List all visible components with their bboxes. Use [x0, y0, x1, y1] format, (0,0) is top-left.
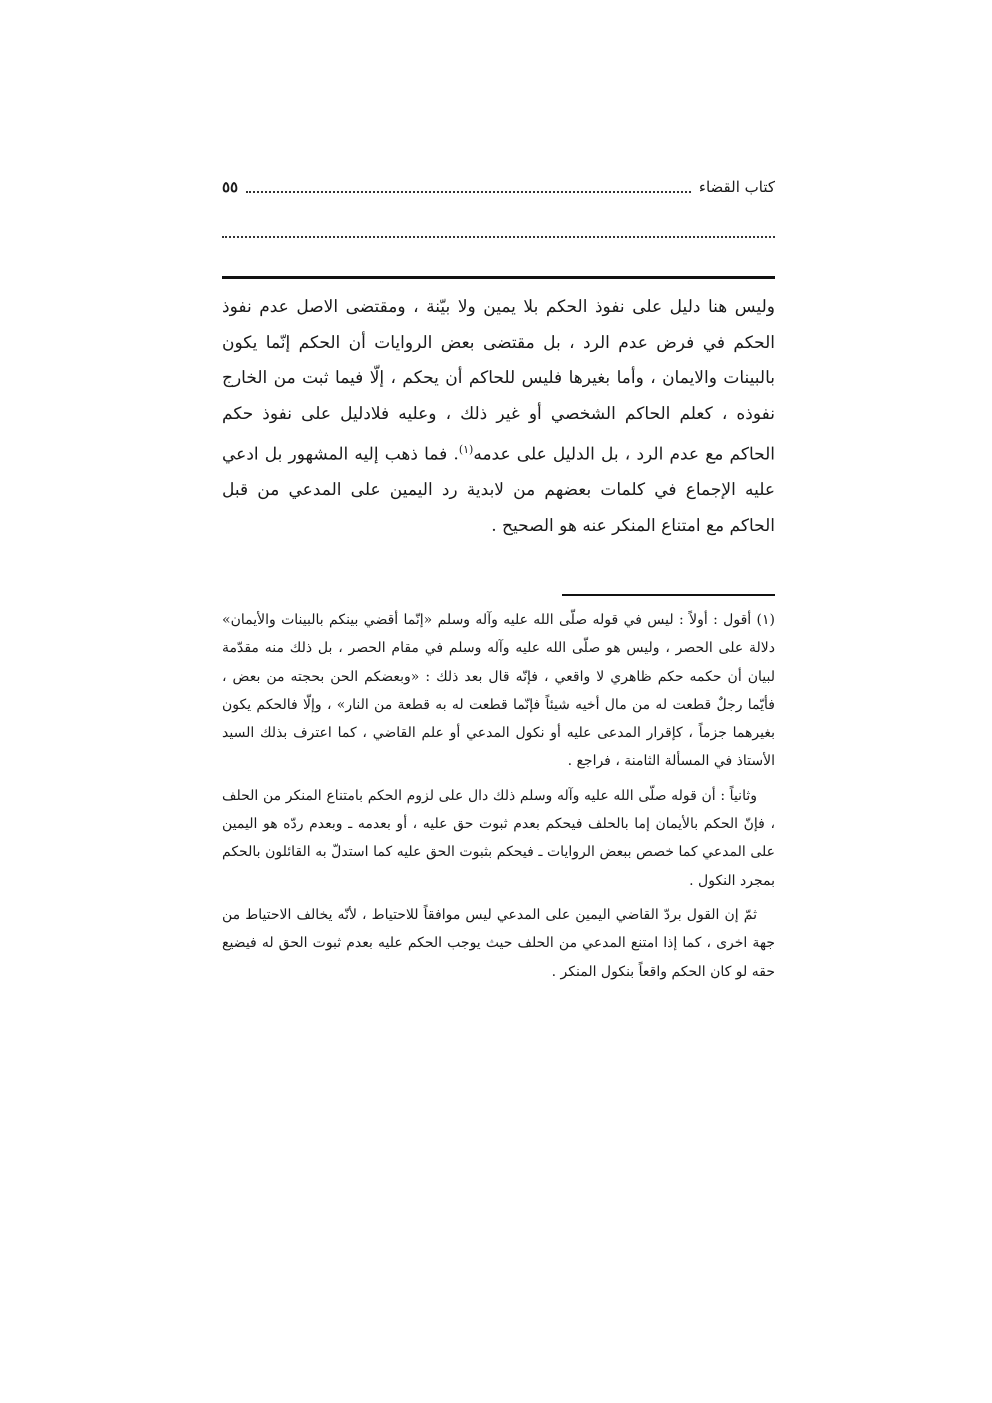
page-number: ٥٥: [222, 178, 239, 196]
footnote-reference: (١): [458, 443, 474, 456]
main-text-before-note: وليس هنا دليل على نفوذ الحكم بلا يمين ولا بيّنة ، ومقتضى الاصل عدم نفوذ الحكم في فرض عدم الرد ، بل مقتضى بعض الروايات أن الحكم إنّما يكون بالبينات والايمان ، وأما بغيرها فليس للحاكم أن يحكم ، إلّا فيما ثبت من الخارج نفوذه ، كعلم الحاكم الشخصي أو غير ذلك ، وعليه فلادليل على نفوذ حكم الحاكم مع عدم الرد ، بل الدليل على عدمه: [222, 297, 775, 465]
footnote-paragraph: وثانياً : أن قوله صلّى الله عليه وآله وسلم ذلك دال على لزوم الحكم بامتناع المنكر من الحلف ، فإنّ الحكم بالأيمان إما بالحلف فيحكم بعدم ثبوت حق عليه ، أو بعدمه ـ وبعدم ردّه هو اليمين على المدعي كما خصص ببعض الروايات ـ فيحكم بثبوت الحق عليه كما استدلّ به القائلون بالحكم بمجرد النكول .: [222, 787, 775, 889]
page: [222, 0, 775, 1403]
main-text-after-note: . فما ذهب إليه المشهور بل ادعي عليه الإجماع في كلمات بعضهم من لابدية رد اليمين على المدعي من قبل الحاكم مع امتناع المنكر عنه هو الصحيح .: [222, 444, 775, 536]
main-paragraph: [222, 290, 775, 544]
book-title: كتاب القضاء: [698, 178, 775, 196]
footnote-paragraph: (١) أقول : أولاً : ليس في قوله صلّى الله عليه وآله وسلم «إنّما أقضي بينكم بالبينات والأيمان» دلالة على الحصر ، وليس هو صلّى الله عليه وآله وسلم في مقام الحصر ، بل ذلك منه مقدّمة لبيان أن حكمه حكم ظاهري لا واقعي ، فإنّه قال بعد ذلك : «وبعضكم الحن بحجته من بعض ، فأيّما رجلٌ قطعت له من مال أخيه شيئاً فإنّما قطعت له به قطعة من النار» ، وإلّا فالحكم يكون بغيرهما جزماً ، كإقرار المدعى عليه أو نكول المدعي أو علم القاضي ، كما اعترف بذلك السيد الأستاذ في المسألة الثامنة ، فراجع .: [222, 612, 775, 770]
footnote-rule: [562, 594, 775, 596]
running-header: [222, 174, 775, 200]
footnote-paragraph: ثمّ إن القول بردّ القاضي اليمين على المدعي ليس موافقاً للاحتياط ، لأنّه يخالف الاحتياط من جهة اخرى ، كما إذا امتنع المدعي من الحلف حيث يوجب الحكم عليه بعدم ثبوت الحق له فيضيع حقه لو كان الحكم واقعاً بنكول المنكر .: [222, 906, 775, 980]
dotted-divider: [222, 236, 775, 238]
header-rule: [222, 276, 775, 279]
dot-leader: [246, 191, 691, 193]
footnotes: [222, 606, 775, 992]
